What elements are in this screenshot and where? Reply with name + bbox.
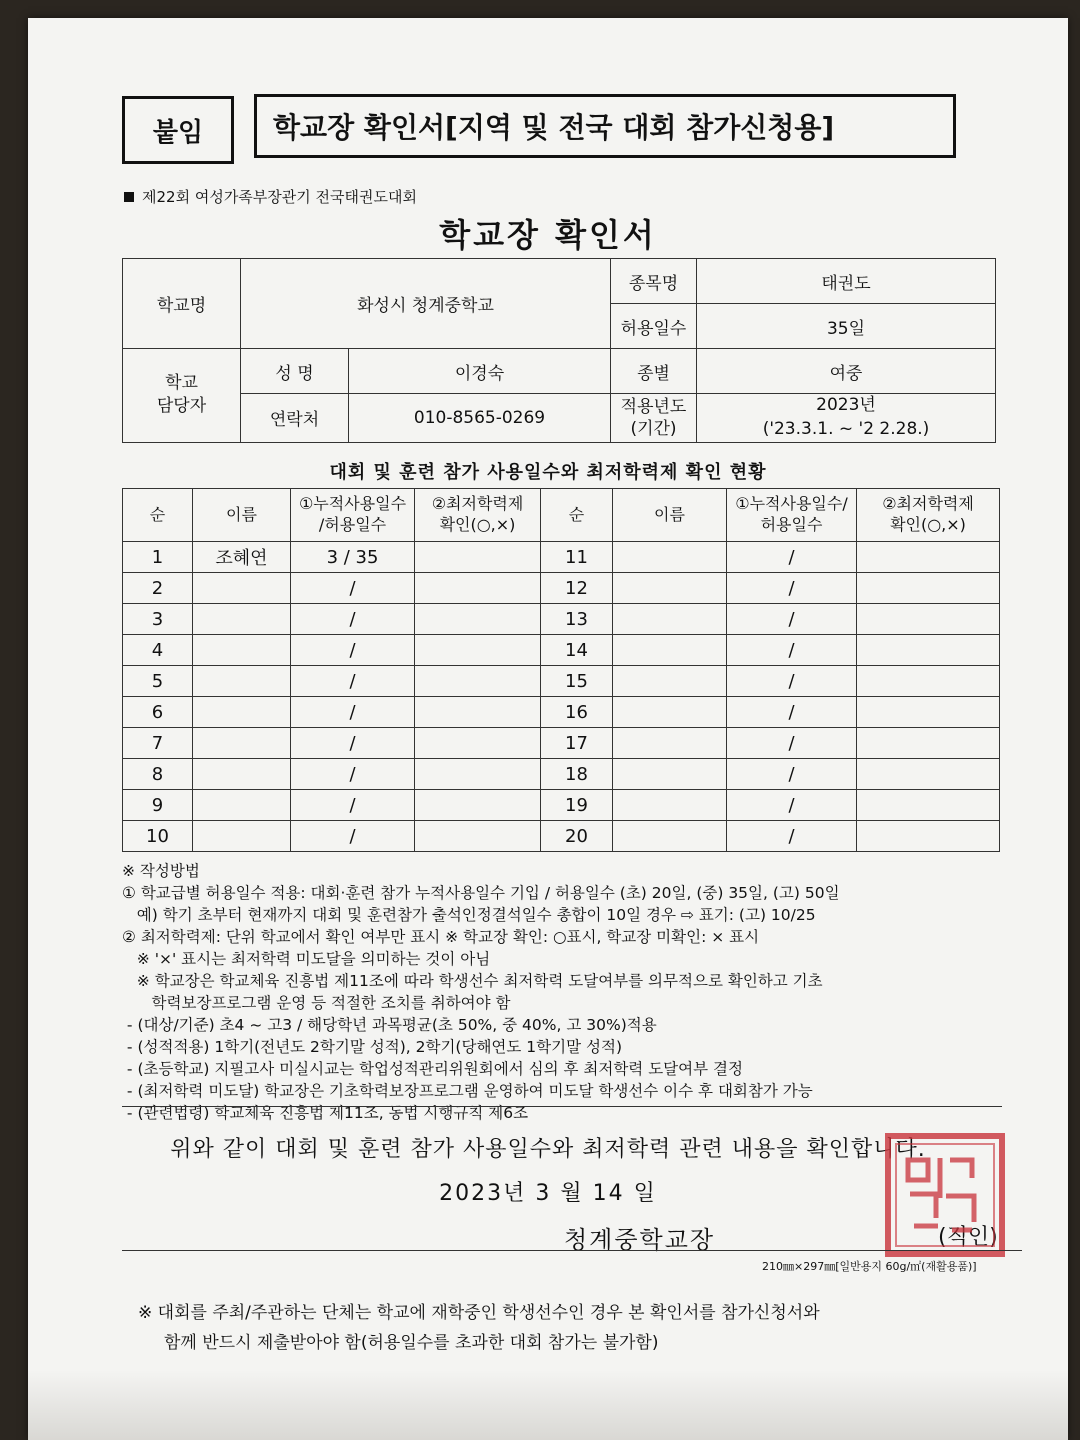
col-header: ②최저학력제 확인(○,×) [857,489,1000,542]
roster-header-row [123,489,1000,542]
table-cell-r-name [613,759,727,790]
roster-table [122,488,1000,852]
table-cell-l-check [415,790,541,821]
note-line: - (최저학력 미도달) 학교장은 기초학력보장프로그램 운영하여 미도달 학생선수 이수 후 대회참가 가능 [122,1082,813,1100]
table-cell-l-name [193,635,291,666]
table-cell-r-no: 14 [541,635,613,666]
table-row [123,573,1000,604]
table-cell-l-name [193,666,291,697]
table-cell-l-days: / [291,604,415,635]
note-line: 학력보장프로그램 운영 등 적절한 조치를 취하여야 함 [122,994,511,1012]
table-cell-r-name [613,635,727,666]
page-title: 학교장 확인서 [439,216,657,254]
table-cell-l-check [415,573,541,604]
table-cell-l-days: / [291,728,415,759]
table-cell-r-no: 16 [541,697,613,728]
table-cell-l-check [415,542,541,573]
table-cell-r-no: 18 [541,759,613,790]
table-cell-r-days: / [727,666,857,697]
table-cell-r-name [613,542,727,573]
table-cell-l-days: / [291,573,415,604]
table-cell-l-no: 3 [123,604,193,635]
table-row [123,666,1000,697]
confirmation-date: 2023년 3 월 14 일 [439,1181,657,1206]
col-header: 이름 [613,489,727,542]
col-header: 순 [541,489,613,542]
table-cell-r-days: / [727,790,857,821]
note-line: ① 학교급별 허용일수 적용: 대회·훈련 참가 누적사용일수 기입 / 허용일수 (초) 20일, (중) 35일, (고) 50일 [122,884,840,902]
table-cell-r-days: / [727,759,857,790]
table-cell-l-no: 1 [123,542,193,573]
table-cell-l-name [193,759,291,790]
table-cell-r-name [613,604,727,635]
table-cell-l-name [193,728,291,759]
table-cell-r-days: / [727,697,857,728]
table-cell-r-check [857,604,1000,635]
table-cell-l-name [193,697,291,728]
table-cell-r-no: 15 [541,666,613,697]
table-cell-r-check [857,759,1000,790]
table-row [123,635,1000,666]
table-cell-r-check [857,697,1000,728]
contact-value: 010-8565-0269 [349,394,611,443]
table-row [123,759,1000,790]
table-cell-r-days: / [727,635,857,666]
event-text: 제22회 여성가족부장관기 전국태권도대회 [142,188,417,206]
table-cell-l-name [193,573,291,604]
school-value: 화성시 청계중학교 [241,259,611,349]
table-cell-r-no: 12 [541,573,613,604]
confirmation-text: 위와 같이 대회 및 훈련 참가 사용일수와 최저학력 관련 내용을 확인합니다. [170,1137,926,1162]
table-cell-l-days: / [291,697,415,728]
table-cell-r-name [613,728,727,759]
note-line: ② 최저학력제: 단위 학교에서 확인 여부만 표시 ※ 학교장 확인: ○표시, 학교장 미확인: × 표시 [122,928,760,946]
table-cell-r-check [857,821,1000,852]
gender-label: 종별 [611,349,697,394]
table-row [123,542,1000,573]
table-cell-l-no: 5 [123,666,193,697]
table-cell-r-no: 13 [541,604,613,635]
col-header: 순 [123,489,193,542]
gender-value: 여중 [697,349,996,394]
name-label: 성 명 [241,349,349,394]
table-cell-l-name [193,821,291,852]
table-cell-r-check [857,728,1000,759]
sport-label: 종목명 [611,259,697,304]
col-header: ②최저학력제 확인(○,×) [415,489,541,542]
table-cell-r-days: / [727,542,857,573]
footnote [138,1298,820,1358]
table-cell-r-name [613,666,727,697]
manager-label: 학교 담당자 [123,349,241,443]
table-cell-l-no: 6 [123,697,193,728]
table-cell-l-check [415,821,541,852]
allowed-days-value: 35일 [697,304,996,349]
table-cell-l-days: / [291,635,415,666]
writing-instructions [122,860,1022,1124]
table-cell-l-days: 3 / 35 [291,542,415,573]
table-row [123,604,1000,635]
table-cell-r-name [613,821,727,852]
table-row [123,697,1000,728]
table-cell-r-no: 19 [541,790,613,821]
seal-label: (직인) [938,1225,998,1250]
note-line: - (성적적용) 1학기(전년도 2학기말 성적), 2학기(당해연도 1학기말 성적) [122,1038,622,1056]
table-cell-l-check [415,697,541,728]
col-header: ①누적사용일수 /허용일수 [291,489,415,542]
table-cell-l-name [193,790,291,821]
table-cell-r-check [857,573,1000,604]
table-cell-l-check [415,604,541,635]
table-cell-l-name [193,604,291,635]
allowed-days-label: 허용일수 [611,304,697,349]
table-cell-r-no: 17 [541,728,613,759]
table-cell-r-days: / [727,604,857,635]
footnote-line: ※ 대회를 주최/주관하는 단체는 학교에 재학중인 학생선수인 경우 본 확인서를 참가신청서와 [138,1303,820,1323]
roster-subtitle: 대회 및 훈련 참가 사용일수와 최저학력제 확인 현황 [329,462,767,483]
bullet-square-icon [124,192,134,202]
table-cell-l-no: 7 [123,728,193,759]
table-cell-l-days: / [291,666,415,697]
document-page [28,18,1068,1440]
year-value: 2023년 [816,395,876,415]
table-cell-l-no: 10 [123,821,193,852]
table-cell-r-days: / [727,573,857,604]
period-value: ('23.3.1. ~ '2 2.28.) [762,418,930,439]
table-cell-r-check [857,666,1000,697]
note-line: - (대상/기준) 초4 ~ 고3 / 해당학년 과목평균(초 50%, 중 40%, 고 30%)적용 [122,1016,657,1034]
divider [122,1250,1022,1251]
contact-label: 연락처 [241,394,349,443]
paper-spec: 210㎜×297㎜[일반용지 60g/㎡(재활용품)] [762,1260,977,1273]
table-cell-r-no: 20 [541,821,613,852]
note-line: ※ '×' 표시는 최저학력 미도달을 의미하는 것이 아님 [122,950,491,968]
col-header: 이름 [193,489,291,542]
divider [122,1106,1002,1107]
attachment-label: 붙임 [122,96,234,164]
note-line: ※ 작성방법 [122,862,200,880]
table-row [123,728,1000,759]
table-cell-r-check [857,635,1000,666]
table-cell-l-check [415,666,541,697]
official-seal-icon [880,1130,1010,1260]
table-row [123,790,1000,821]
header-title: 학교장 확인서[지역 및 전국 대회 참가신청용] [254,94,956,158]
table-cell-l-check [415,728,541,759]
table-row [123,821,1000,852]
table-cell-l-days: / [291,821,415,852]
roster-body [123,542,1000,852]
col-header: ①누적사용일수/ 허용일수 [727,489,857,542]
info-table [122,258,996,443]
event-name [124,186,417,207]
school-label: 학교명 [123,259,241,349]
table-cell-r-days: / [727,821,857,852]
principal-title: 청계중학교장 [564,1226,716,1254]
note-line: ※ 학교장은 학교체육 진흥법 제11조에 따라 학생선수 최저학력 도달여부를 의무적으로 확인하고 기초 [122,972,823,990]
table-cell-r-name [613,573,727,604]
table-cell-l-no: 2 [123,573,193,604]
table-cell-r-check [857,790,1000,821]
table-cell-l-check [415,635,541,666]
name-value: 이경숙 [349,349,611,394]
table-cell-r-name [613,697,727,728]
page-shadow [28,1370,1068,1440]
year-period-cell [697,394,996,443]
table-cell-l-days: / [291,790,415,821]
footnote-line: 함께 반드시 제출받아야 함(허용일수를 초과한 대회 참가는 불가함) [164,1333,659,1353]
note-line: - (초등학교) 지필고사 미실시교는 학업성적관리위원회에서 심의 후 최저학력 도달여부 결정 [122,1060,743,1078]
table-cell-r-no: 11 [541,542,613,573]
table-cell-r-name [613,790,727,821]
table-cell-r-days: / [727,728,857,759]
table-cell-l-no: 4 [123,635,193,666]
table-cell-l-name: 조혜연 [193,542,291,573]
table-cell-l-no: 8 [123,759,193,790]
note-line: - (관련법령) 학교체육 진흥법 제11조, 동법 시행규칙 제6조 [122,1104,529,1122]
sport-value: 태권도 [697,259,996,304]
table-cell-r-check [857,542,1000,573]
table-cell-l-days: / [291,759,415,790]
year-label: 적용년도 (기간) [611,394,697,443]
note-line: 예) 학기 초부터 현재까지 대회 및 훈련참가 출석인정결석일수 총합이 10일 경우 ⇨ 표기: (고) 10/25 [122,906,816,924]
table-cell-l-check [415,759,541,790]
table-cell-l-no: 9 [123,790,193,821]
